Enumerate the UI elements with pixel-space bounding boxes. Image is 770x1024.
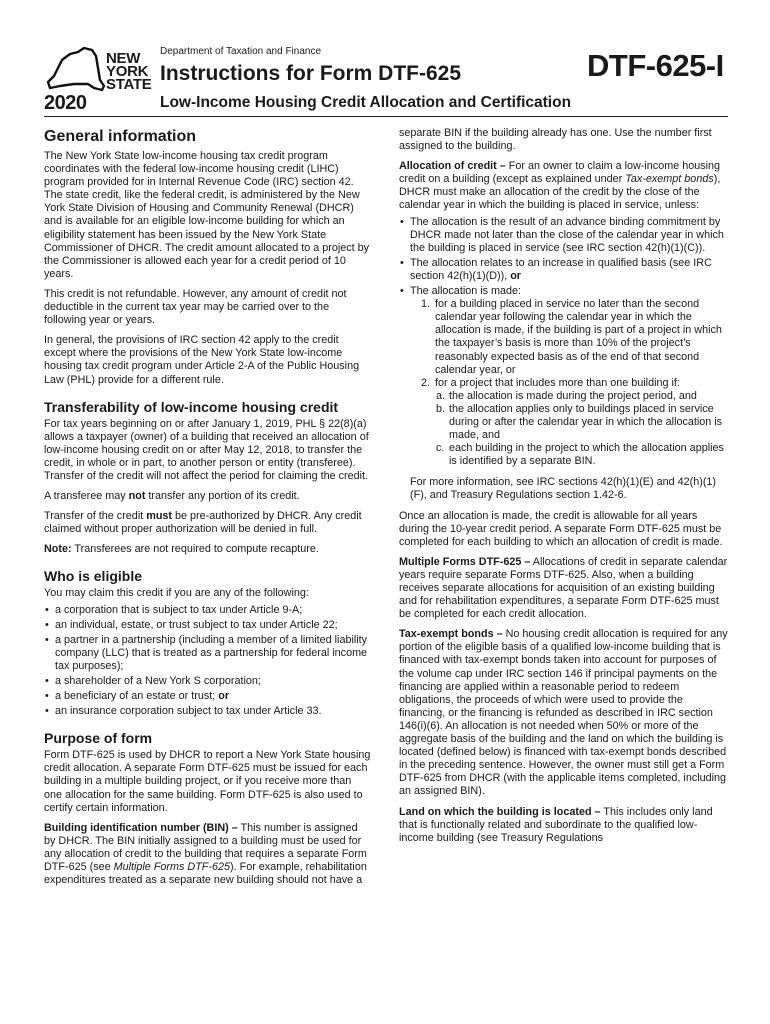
form-year: 2020 (44, 92, 87, 114)
list-item: • The allocation is the result of an advance binding commitment by DHCR made not later than the close of the calendar year in which the building is placed in service (see IRC section 42(h)(1)(C)). (399, 216, 728, 255)
list-item: c. each building in the project to which the allocation applies is identified by a separate BIN. (436, 442, 724, 468)
list-item: • a beneficiary of an estate or trust; or (44, 690, 371, 703)
land-paragraph: Land on which the building is located – This includes only land that is functionally related and subordinate to the qualified low-income building (see Treasury Regulations (399, 805, 713, 844)
multiple-forms-paragraph: Multiple Forms DTF-625 – Allocations of credit in separate calendar years require separate Forms DTF-625. Also, when a building receives separate allocations for acquisition of an existing building and for rehabilitation expenditures, a separate Form DTF-625 must be completed for each credit allocation. (399, 555, 728, 621)
transfer-paragraph-2: A transferee may not transfer any portion of its credit. (44, 490, 300, 503)
transfer-heading: Transferability of low-income housing credit (44, 398, 339, 415)
general-heading: General information (44, 128, 197, 145)
list-item: • The allocation is made: 1. for a building placed in service no later than the second calendar year following the calendar year in which the allocation is made, if the building is part of a project in which the taxpayer’s basis is more than 10% of the project’s reasonably expected basis as of the end of that second calendar year, or 2. for a project that includes more than one building if: a. the allocation is made during the project period, and b. the allocation applies only to buildings placed in service during or after the calendar year in which the allocation is made, and c. each building in the project to which the allocation applies is identified by a separate BIN. (399, 285, 728, 468)
transfer-note: Note: Transferees are not required to compute recapture. (44, 543, 319, 556)
page-subtitle: Low-Income Housing Credit Allocation and Certification (160, 94, 572, 111)
allocation-numbered-list (410, 298, 728, 468)
who-list (44, 604, 371, 719)
transfer-paragraph-1: For tax years beginning on or after January 1, 2019, PHL § 22(8)(a) allows a taxpayer (owner) of a building that received an allocation of low-income housing credit on or after May 12, 2018, to transfer the credit, in whole or in part, to another person or entity (transferee). Transfer of the credit will not affect the period for claiming the credit. (44, 417, 369, 482)
right-column (399, 127, 728, 852)
allocation-list (399, 216, 728, 469)
tax-exempt-paragraph: Tax-exempt bonds – No housing credit allocation is required for any portion of the eligible basis of a qualified low-income building that is financed with tax-exempt bonds taken into account for purposes of the volume cap under IRC section 146 if principal payments on the financing are applied within a reasonable period to redeem obligations, the proceeds of which were used to provide the financing, or the financing is refunded as described in IRC section 146(i)(6). An allocation is not needed when 50% or more of the aggregate basis of the building and the land on which the building is located (defined below) is financed with tax-exempt bonds described in the preceding sentence. However, the owner must still get a Form DTF-625 from DHCR (with the applicable items completed, including an assigned BIN). (399, 628, 728, 798)
list-item: • an insurance corporation subject to tax under Article 33. (44, 705, 371, 718)
left-column (44, 127, 371, 894)
bin-continued: separate BIN if the building already has one. Use the number first assigned to the building. (399, 127, 712, 153)
page-title: Instructions for Form DTF-625 (160, 62, 462, 85)
once-paragraph: Once an allocation is made, the credit is allowable for all years during the 10-year credit period. A separate Form DTF-625 must be completed for each building to which an allocation of credit is made. (399, 509, 723, 548)
logo-line-state: STATE (106, 76, 152, 93)
transfer-paragraph-3: Transfer of the credit must be pre-authorized by DHCR. Any credit claimed without proper authorization will be denied in full. (44, 510, 362, 536)
more-info-paragraph: For more information, see IRC sections 42(h)(1)(E) and 42(h)(1)(F), and Treasury Regulations section 1.42-6. (410, 476, 717, 502)
who-heading: Who is eligible (44, 568, 143, 585)
list-item: 1. for a building placed in service no later than the second calendar year following the calendar year in which the allocation is made, if the building is part of a project in which the taxpayer’s basis is more than 10% of the project’s reasonably expected basis as of the end of that second calendar year, or (421, 298, 722, 376)
list-item: • a shareholder of a New York S corporation; (44, 675, 371, 688)
purpose-heading: Purpose of form (44, 730, 153, 747)
logo-text (106, 52, 151, 91)
list-item: • The allocation relates to an increase in qualified basis (see IRC section 42(h)(1)(D)), or (399, 257, 728, 283)
list-item: 2. for a project that includes more than one building if: a. the allocation is made during the project period, and b. the allocation applies only to buildings placed in service during or after the calendar year in which the allocation is made, and c. each building in the project to which the allocation applies is identified by a separate BIN. (410, 377, 728, 469)
list-item: a. the allocation is made during the project period, and (436, 389, 697, 402)
general-paragraph-1: The New York State low-income housing tax credit program coordinates with the federal low-income housing credit (LIHC) program provided for in Internal Revenue Code (IRC) section 42. The state credit, like the federal credit, is administered by the New York State Division of Housing and Community Renewal (DHCR) and is available for an eligible low-income building for which an eligibility statement has been issued by the New York State Commissioner of DHCR. The credit amount allocated to a project by the Commissioner is allowed each year for a credit period of 10 years. (44, 150, 370, 280)
list-item: • a corporation that is subject to tax under Article 9-A; (44, 604, 371, 617)
list-item: b. the allocation applies only to buildings placed in service during or after the calendar year in which the allocation is made, and (436, 402, 723, 442)
nys-map-icon (44, 46, 114, 98)
who-intro: You may claim this credit if you are any of the following: (44, 587, 309, 600)
nys-logo (44, 46, 154, 114)
general-paragraph-2: This credit is not refundable. However, any amount of credit not deductible in the current tax year may be carried over to the following year or years. (44, 287, 347, 327)
bin-paragraph: Building identification number (BIN) – This number is assigned by DHCR. The BIN initially assigned to a building must be used for any allocation of credit to the building that requires a separate Form DTF-625 (see Multiple Forms DTF-625). For example, rehabilitation expenditures treated as a separate new building should not have a (44, 821, 367, 887)
allocation-alpha-list (435, 390, 728, 469)
purpose-paragraph: Form DTF-625 is used by DHCR to report a New York State housing credit allocation. A separate Form DTF-625 must be issued for each building in a multiple building project, or if you receive more than one allocation for the same building. Form DTF-625 is also used to certify certain information. (44, 749, 371, 814)
list-item: • an individual, estate, or trust subject to tax under Article 22; (44, 619, 371, 632)
department-name: Department of Taxation and Finance (160, 46, 322, 57)
allocation-paragraph: Allocation of credit – For an owner to claim a low-income housing credit on a building (except as explained under Tax-exempt bonds), DHCR must make an allocation of the credit by the close of the calendar year in which the building is placed in service, unless: (399, 160, 721, 212)
general-paragraph-3: In general, the provisions of IRC section 42 apply to the credit except where the provisions of the New York State low-income housing tax credit program under Article 2-A of the Public Housing Law (PHL) provide for a different rule. (44, 334, 360, 386)
form-code: DTF-625-I (587, 48, 724, 83)
list-item: • a partner in a partnership (including a member of a limited liability company (LLC) that is treated as a partnership for federal income tax purposes); (44, 634, 371, 673)
header-divider (44, 116, 728, 117)
logo-line-york: YORK (106, 63, 149, 80)
logo-line-new: NEW (106, 50, 141, 67)
